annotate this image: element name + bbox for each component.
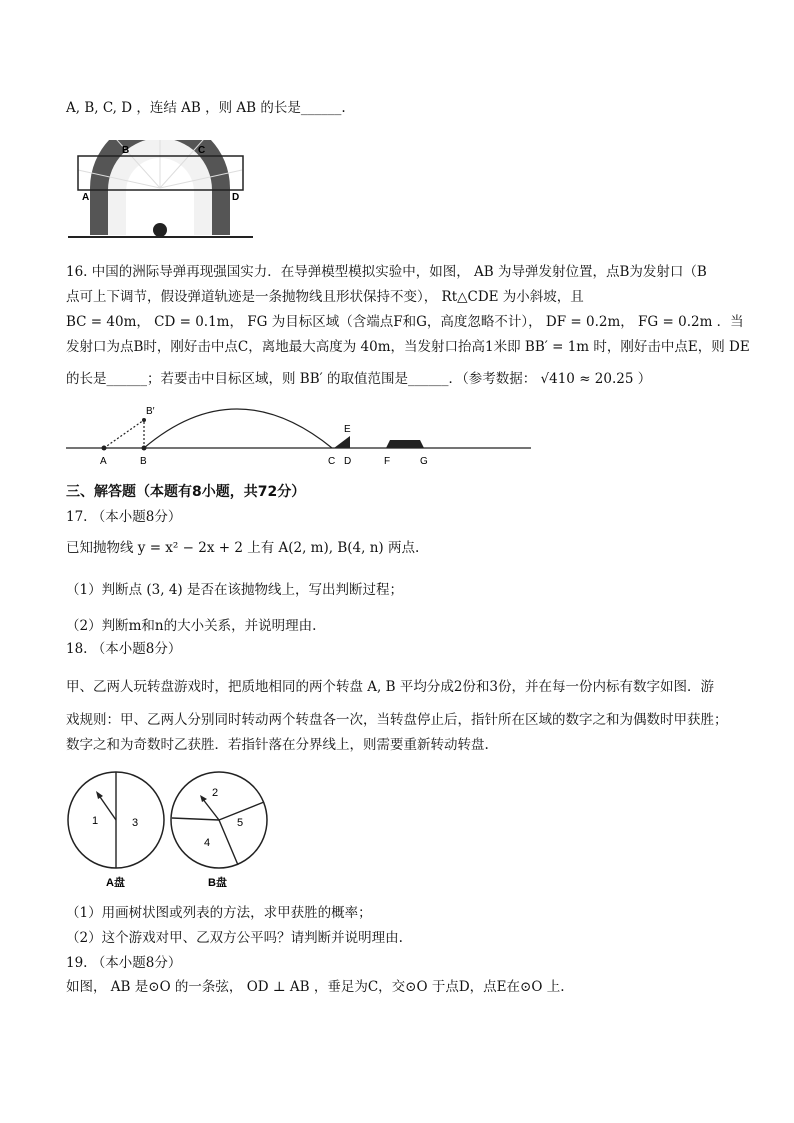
- trajectory-figure: [66, 400, 534, 468]
- protractor-label-d: D: [232, 192, 240, 203]
- traj-label-b-prime: B′: [146, 406, 155, 417]
- q16-line-5: 的长是______；若要击中目标区域，则 BB′ 的取值范围是______．（参考数据： √410 ≈ 20.25 ）: [66, 371, 652, 387]
- q19-stem: 如图， AB 是⊙O 的一条弦， OD ⊥ AB ，垂足为C，交⊙O 于点D，点E在⊙O 上.: [66, 979, 565, 995]
- spinner-figure: [66, 768, 276, 892]
- q16-line-4: 发射口为点B时，刚好击中点C，离地最大高度为 40m，当发射口抬高1米即 BB′ = 1m 时，刚好击中点E，则 DE: [66, 339, 750, 355]
- protractor-label-a: A: [82, 192, 90, 203]
- traj-label-b: B: [140, 456, 147, 467]
- spinner-b-caption: B盘: [208, 877, 227, 889]
- spinner-a-label-3: 3: [132, 817, 139, 829]
- protractor-label-c: C: [198, 145, 206, 156]
- q16-line-1: 16. 中国的洲际导弹再现强国实力．在导弹模型模拟实验中，如图， AB 为导弹发射位置，点B为发射口（B: [66, 264, 707, 280]
- traj-label-c: C: [328, 456, 336, 467]
- traj-label-e: E: [344, 424, 351, 435]
- traj-label-d: D: [344, 456, 352, 467]
- spinner-a-label-1: 1: [92, 815, 99, 827]
- protractor-label-b: B: [122, 145, 130, 156]
- q17-stem: 已知抛物线 y = x² − 2x + 2 上有 A(2, m), B(4, n) 两点.: [66, 540, 420, 556]
- traj-label-f: F: [384, 456, 391, 467]
- q17-head: 17. （本小题8分）: [66, 509, 182, 525]
- q18-line-1: 甲、乙两人玩转盘游戏时，把质地相同的两个转盘 A, B 平均分成2份和3份，并在每一份内标有数字如图．游: [66, 679, 715, 695]
- spinner-a-caption: A盘: [106, 877, 125, 889]
- section-3-heading: 三、解答题（本题有8小题，共72分）: [66, 484, 306, 500]
- q18-line-3: 数字之和为奇数时乙获胜．若指针落在分界线上，则需要重新转动转盘.: [66, 737, 489, 753]
- protractor-figure: [68, 140, 253, 240]
- q19-head: 19. （本小题8分）: [66, 955, 182, 971]
- q17-part-1: （1）判断点 (3, 4) 是否在该抛物线上，写出判断过程；: [66, 582, 403, 598]
- traj-label-g: G: [420, 456, 428, 467]
- q16-line-2: 点可上下调节，假设弹道轨迹是一条抛物线且形状保持不变）， Rt△CDE 为小斜坡，且: [66, 289, 584, 305]
- spinner-b-label-2: 2: [212, 787, 219, 799]
- q15-tail: A, B, C, D ，连结 AB ，则 AB 的长是______.: [66, 100, 346, 116]
- spinner-b-label-5: 5: [237, 817, 244, 829]
- q18-part-2: （2）这个游戏对甲、乙双方公平吗？请判断并说明理由.: [66, 930, 403, 946]
- q18-line-2: 戏规则：甲、乙两人分别同时转动两个转盘各一次，当转盘停止后，指针所在区域的数字之和为偶数时甲获胜；: [66, 712, 728, 728]
- spinner-b-label-4: 4: [204, 837, 211, 849]
- q17-part-2: （2）判断m和n的大小关系，并说明理由.: [66, 618, 317, 634]
- q18-head: 18. （本小题8分）: [66, 641, 182, 657]
- q16-line-3: BC = 40m， CD = 0.1m， FG 为目标区域（含端点F和G，高度忽略不计）， DF = 0.2m， FG = 0.2m ．当: [66, 314, 744, 330]
- q18-part-1: （1）用画树状图或列表的方法，求甲获胜的概率；: [66, 905, 372, 921]
- traj-label-a: A: [100, 456, 107, 467]
